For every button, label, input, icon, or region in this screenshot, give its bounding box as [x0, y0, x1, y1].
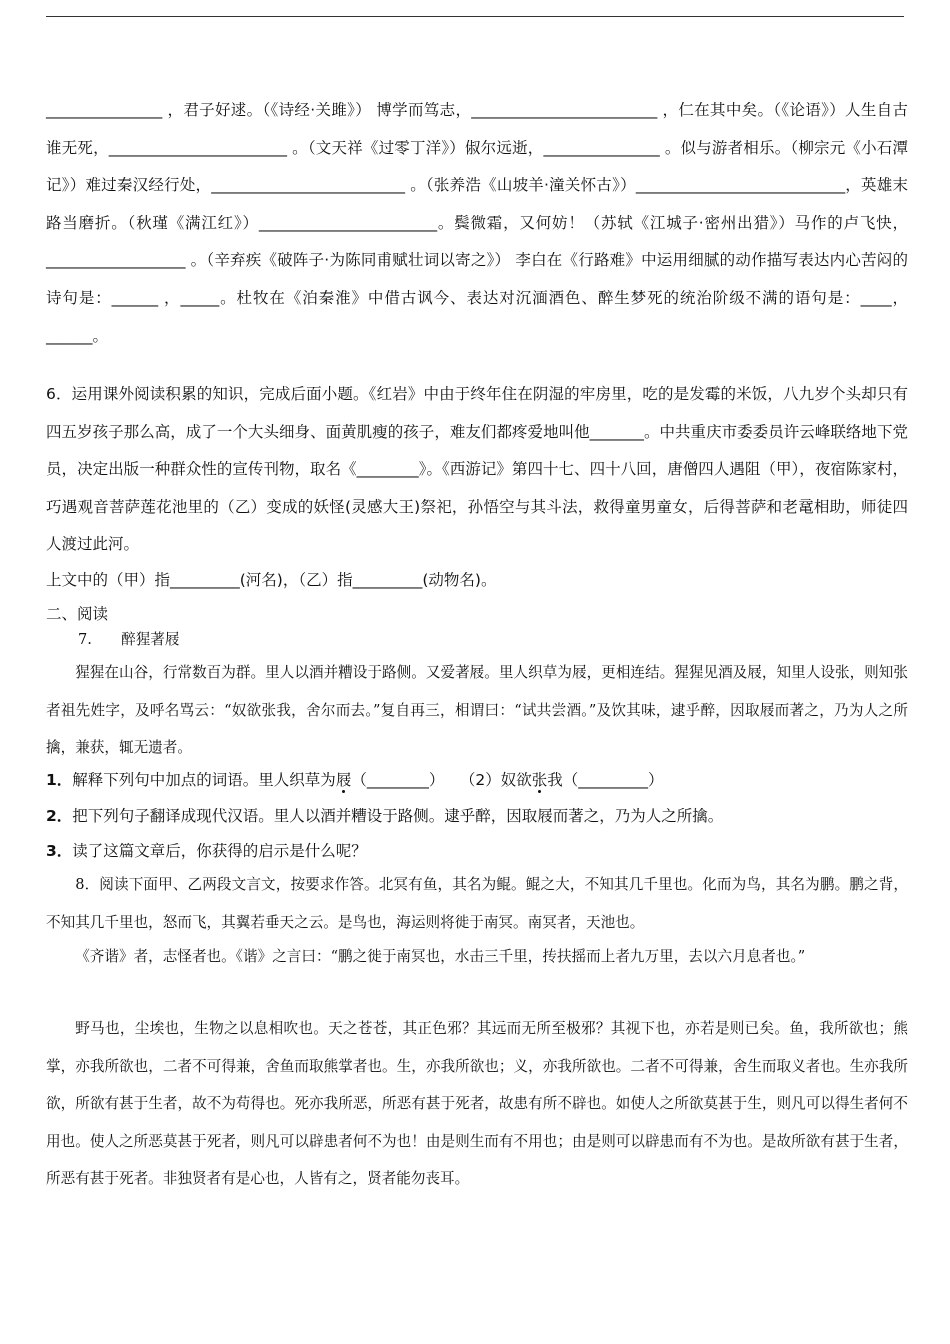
question-7-sub3 [46, 839, 367, 861]
sub1-text-c: 我（_________） [547, 771, 664, 789]
question-7-sub2 [46, 804, 723, 826]
sub2-number: 2． [46, 807, 73, 825]
sub3-number: 3． [46, 842, 73, 860]
question-7-passage: 猩猩在山谷，行常数百为群。里人以酒并糟设于路侧。又爱著屐。里人织草为屐，更相连结。猩猩见酒及屐，知里人设张，则知张者祖先姓字，及呼名骂云：“奴欲张我，舍尔而去。”复自再三，相谓曰：“试共尝酒。”及饮其味，逮乎醉，因取屐而著之，乃为人之所擒，兼获，辄无遗者。 [46, 664, 908, 757]
question-7-sub1 [46, 768, 663, 790]
question-8-intro: 8．阅读下面甲、乙两段文言文，按要求作答。北冥有鱼，其名为鲲。鲲之大，不知其几千里也。化而为鸟，其名为鹏。鹏之背，不知其几千里也，怒而飞，其翼若垂天之云。是鸟也，海运则将徙于南冥。南冥者，天池也。 [46, 876, 908, 931]
question-6-subquestion: 上文中的（甲）指_________(河名)，（乙）指_________(动物名)。 [46, 571, 497, 589]
fill-in-poetry-paragraph: _______________ ，君子好逑。（《诗经·关雎》） 博学而笃志，________________________ ，仁在其中矣。（《论语》）人生自古谁无死，_______________________ 。（文天祥《过零丁洋》）俶尔远逝，_______________ 。似与游者相乐。（柳宗元《小石潭记》）难过秦汉经行处，_________________________ 。（张养浩《山坡羊·潼关怀古》）___________________________，英雄末路当磨折。（秋瑾《满江红》）_______________________。鬓微霜，又何妨！（苏轼《江城子·密州出猎》）马作的卢飞快，__________________ 。（辛弃疾《破阵子·为陈同甫赋壮词以寄之》） 李白在《行路难》中运用细腻的动作描写表达内心苦闷的诗句是：______ ，_____。杜牧在《泊秦淮》中借古讽今、表达对沉湎酒色、醉生梦死的统治阶级不满的语句是：____，______。 [46, 101, 908, 345]
header-rule [46, 16, 904, 17]
sub1-text-b: （________） （2）奴欲 [351, 771, 532, 789]
question-8-passage-yi: 野马也，尘埃也，生物之以息相吹也。天之苍苍，其正色邪？其远而无所至极邪？其视下也，亦若是则已矣。鱼，我所欲也；熊掌，亦我所欲也，二者不可得兼，舍鱼而取熊掌者也。生，亦我所欲也；义，亦我所欲也。二者不可得兼，舍生而取义者也。生亦我所欲，所欲有甚于生者，故不为苟得也。死亦我所恶，所恶有甚于死者，故患有所不辟也。如使人之所欲莫甚于生，则凡可以得生者何不用也。使人之所恶莫甚于死者，则凡可以辟患者何不为也！由是则生而有不用也；由是则可以辟患而有不为也。是故所欲有甚于生者，所恶有甚于死者。非独贤者有是心也，人皆有之，贤者能勿丧耳。 [46, 1020, 908, 1188]
sub2-text: 把下列句子翻译成现代汉语。里人以酒并糟设于路侧。逮乎醉，因取屐而著之，乃为人之所擒。 [72, 807, 724, 825]
sub3-text: 读了这篇文章后，你获得的启示是什么呢？ [72, 842, 367, 860]
sub1-text-a: 解释下列句中加点的词语。里人织草为 [72, 771, 336, 789]
sub1-number: 1． [46, 771, 73, 789]
question-8-passage-qixie: 《齐谐》者，志怪者也。《谐》之言曰：“鹏之徙于南冥也，水击三千里，抟扶摇而上者九万里，去以六月息者也。” [75, 948, 806, 965]
sub1-dotted-word-1: 屐 [335, 771, 352, 789]
sub1-dotted-word-2: 张 [531, 771, 548, 789]
section-heading-reading: 二、阅读 [46, 605, 109, 623]
question-6-paragraph: 6．运用课外阅读积累的知识，完成后面小题。《红岩》中由于终年住在阴湿的牢房里，吃的是发霉的米饭，八九岁个头却只有四五岁孩子那么高，成了一个大头细身、面黄肌瘦的孩子，难友们都疼爱地叫他_______。中共重庆市委委员许云峰联络地下党员，决定出版一种群众性的宣传刊物，取名《________》。《西游记》第四十七、四十八回，唐僧四人遇阻（甲），夜宿陈家村，巧遇观音菩萨莲花池里的（乙）变成的妖怪(灵感大王)祭祀，孙悟空与其斗法，救得童男童女，后得菩萨和老鼋相助，师徒四人渡过此河。 [46, 385, 908, 554]
question-7-title: 7. 醉猩著屐 [78, 631, 180, 648]
